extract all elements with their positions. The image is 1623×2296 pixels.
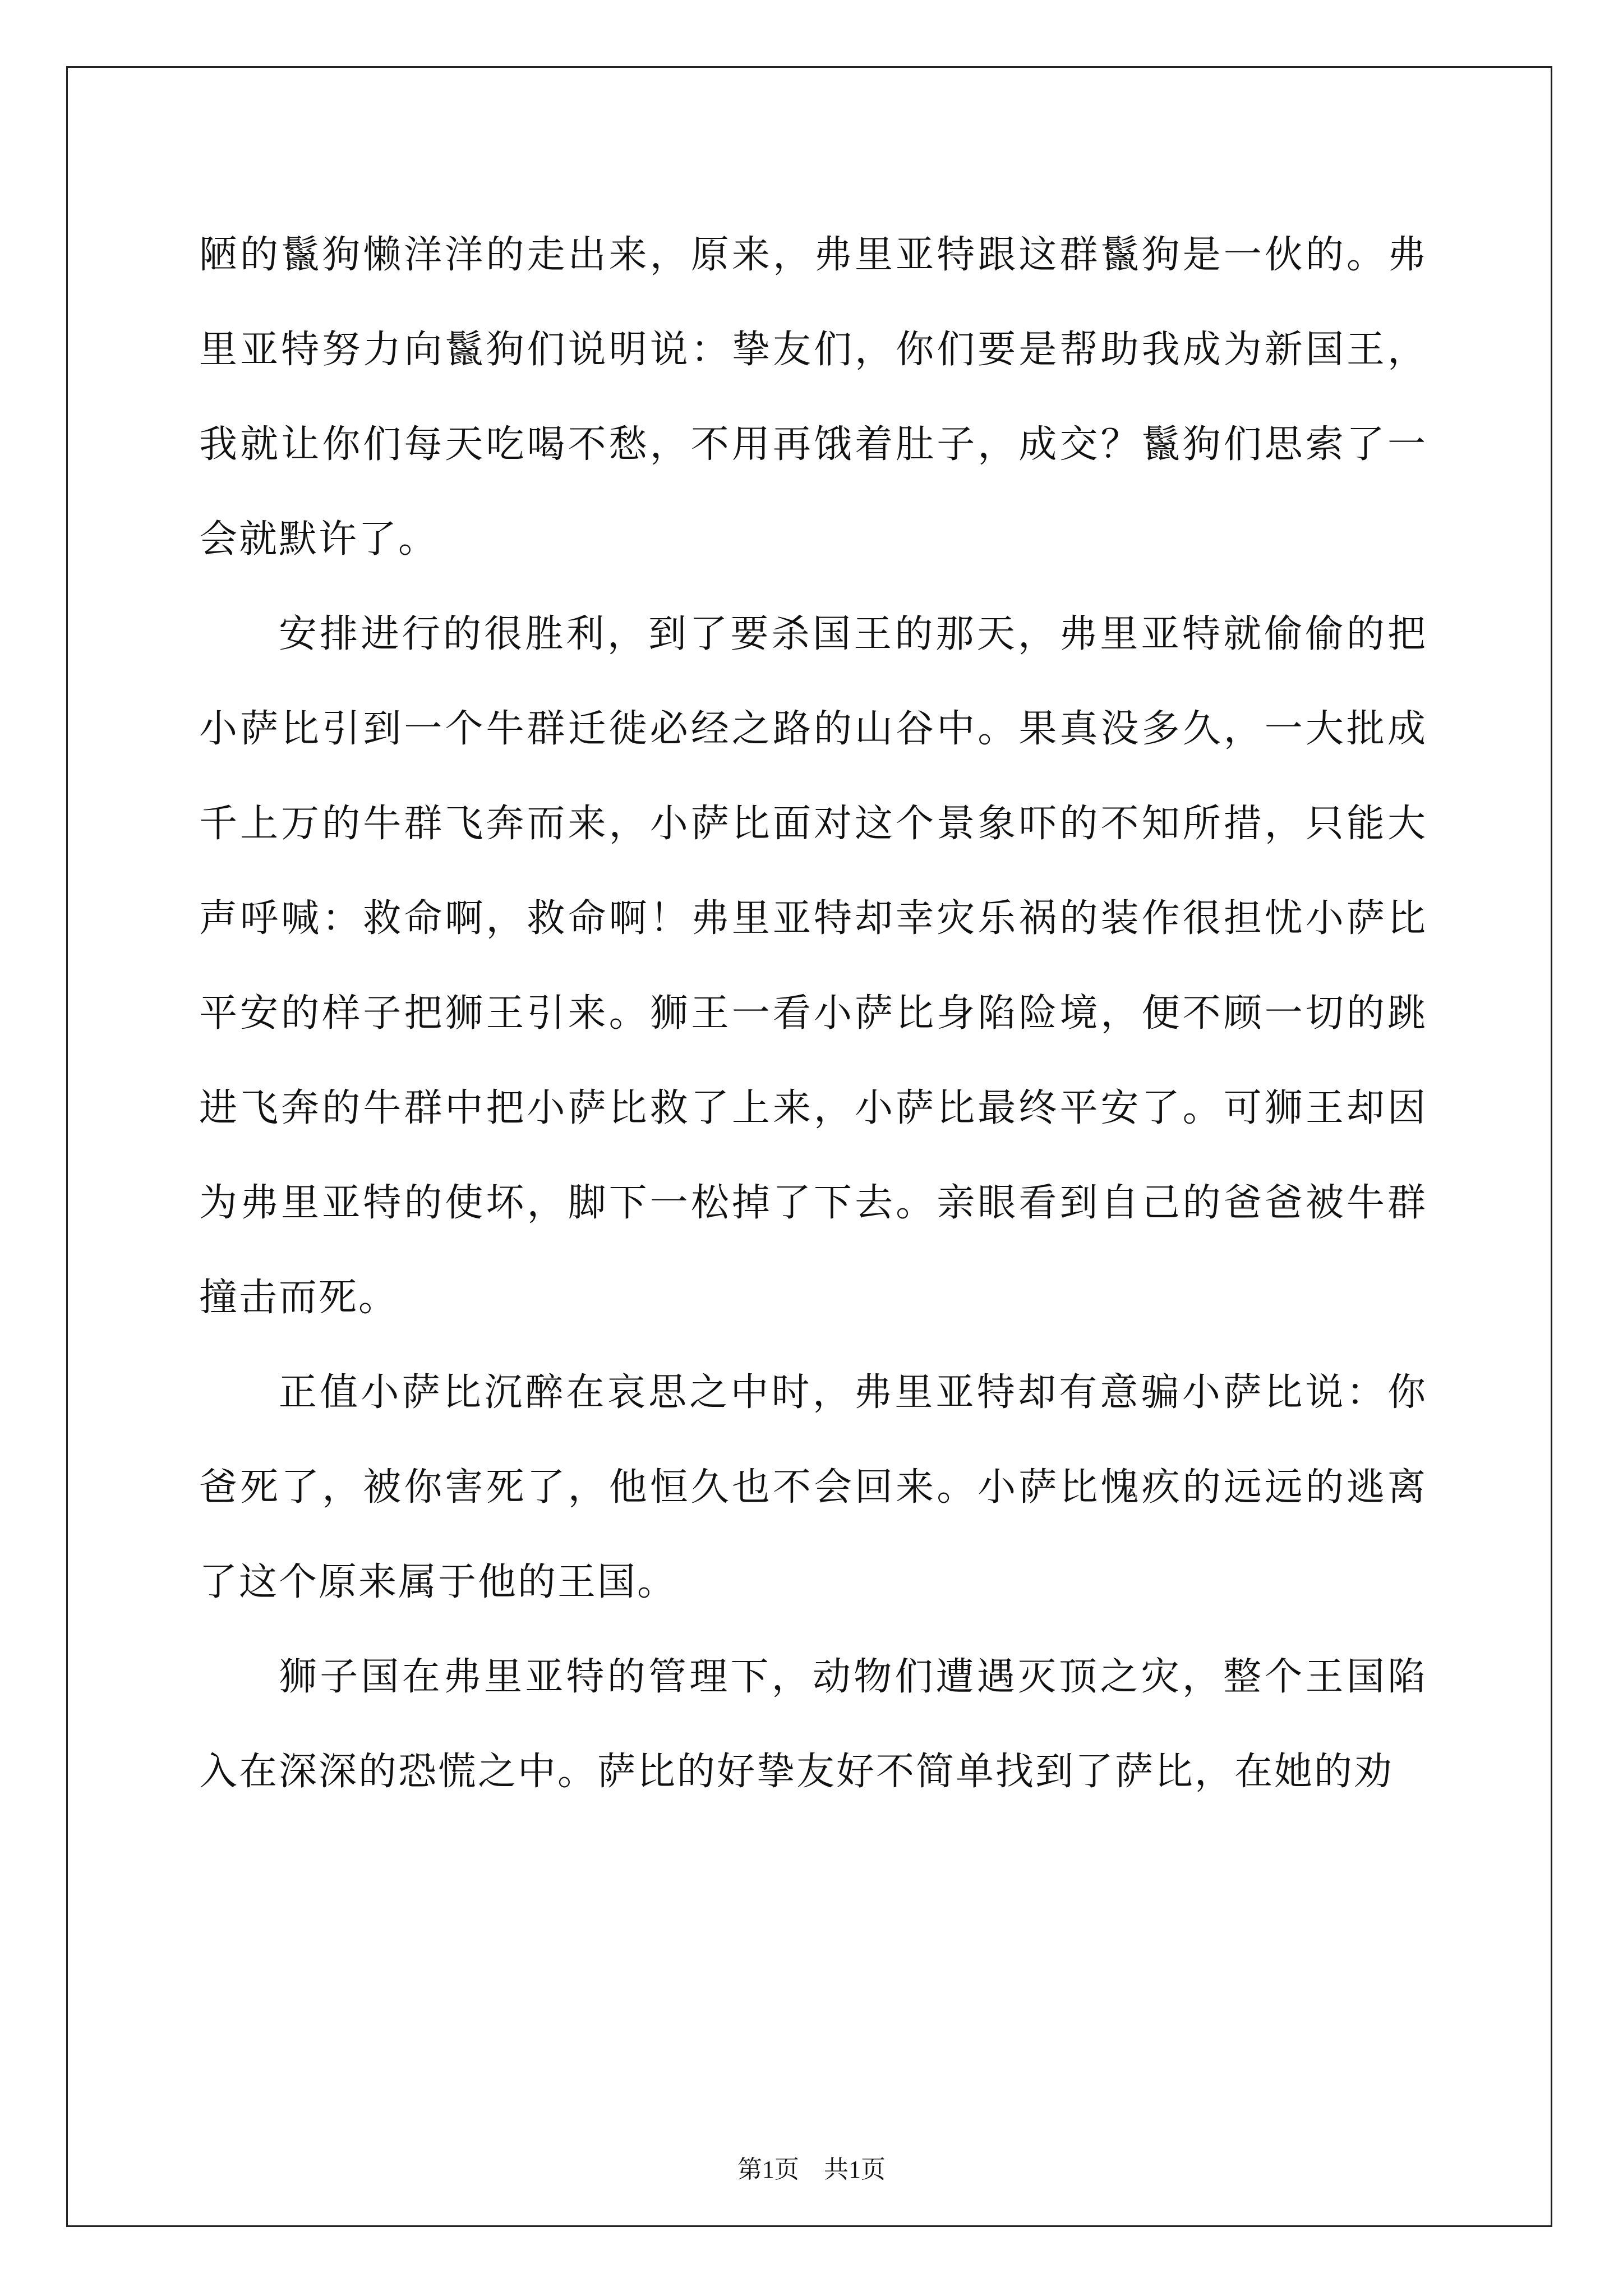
page-footer: 第1页 共1页 — [737, 2156, 886, 2183]
document-body — [199, 208, 1427, 1819]
paragraph-4: 狮子国在弗里亚特的管理下，动物们遭遇灭顶之灾，整个王国陷入在深深的恐慌之中。萨比的好挚友好不简单找到了萨比，在她的劝 — [199, 1655, 1427, 1794]
paragraph-3: 正值小萨比沉醉在哀思之中时，弗里亚特却有意骗小萨比说：你爸死了，被你害死了，他恒久也不会回来。小萨比愧疚的远远的逃离了这个原来属于他的王国。 — [199, 1370, 1427, 1604]
paragraph-2: 安排进行的很胜利，到了要杀国王的那天，弗里亚特就偷偷的把小萨比引到一个牛群迁徙必经之路的山谷中。果真没多久，一大批成千上万的牛群飞奔而来，小萨比面对这个景象吓的不知所措，只能大声呼喊：救命啊，救命啊！弗里亚特却幸灾乐祸的装作很担忧小萨比平安的样子把狮王引来。狮王一看小萨比身陷险境，便不顾一切的跳进飞奔的牛群中把小萨比救了上来，小萨比最终平安了。可狮王却因为弗里亚特的使坏，脚下一松掉了下去。亲眼看到自己的爸爸被牛群撞击而死。 — [199, 612, 1427, 1320]
paragraph-1: 陋的鬣狗懒洋洋的走出来，原来，弗里亚特跟这群鬣狗是一伙的。弗里亚特努力向鬣狗们说明说：挚友们，你们要是帮助我成为新国王，我就让你们每天吃喝不愁，不用再饿着肚子，成交？鬣狗们思索了一会就默许了。 — [199, 233, 1427, 562]
